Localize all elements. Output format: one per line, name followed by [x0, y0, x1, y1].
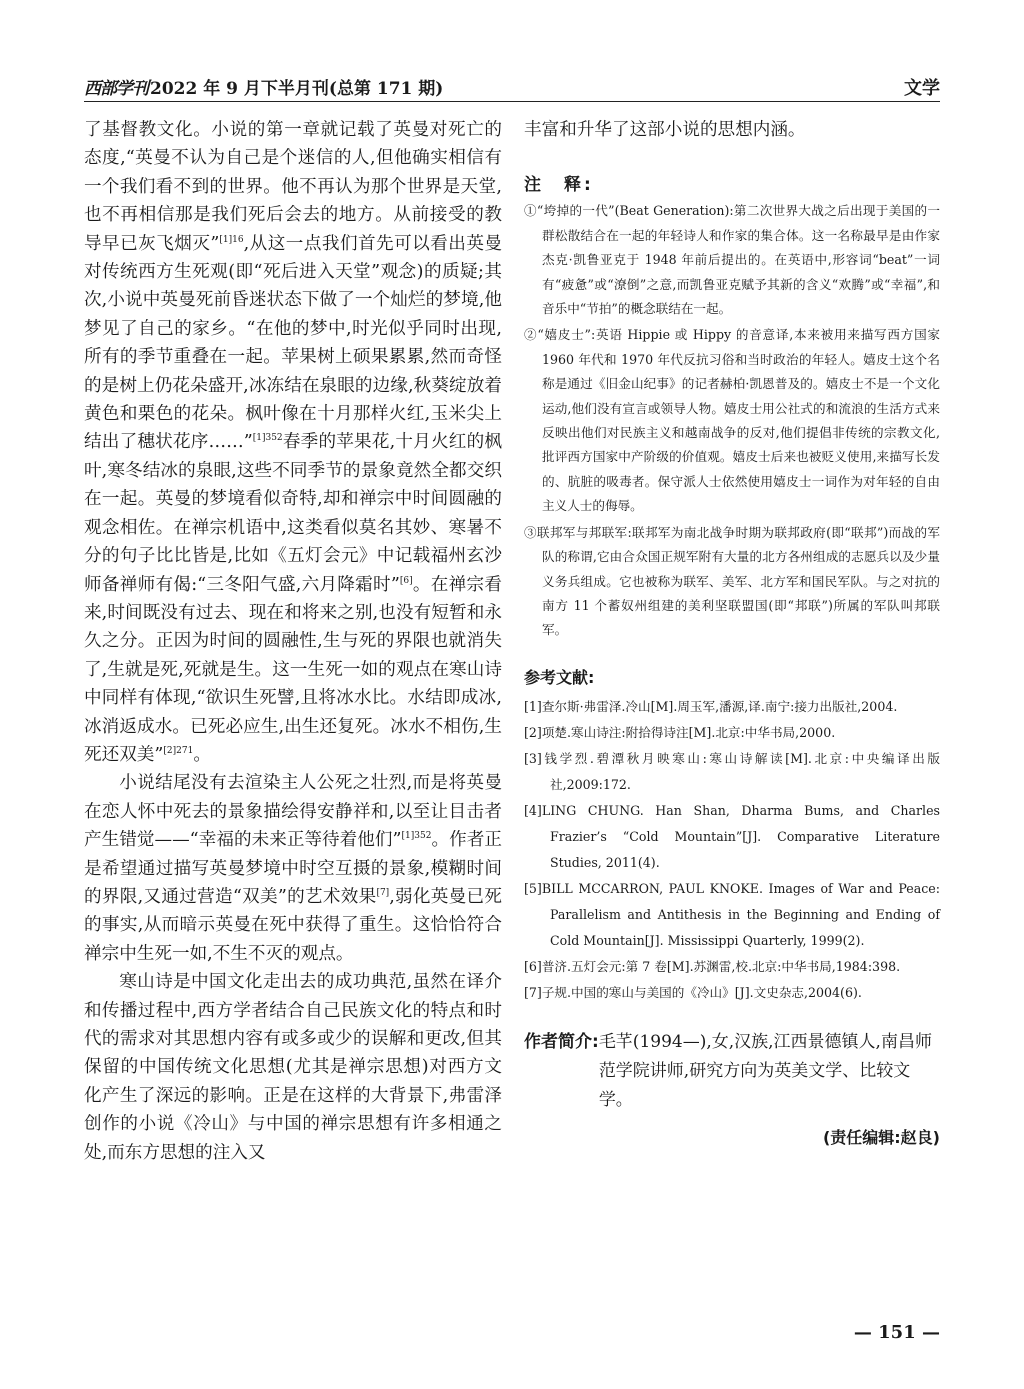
citation-superscript: [1]352 — [401, 831, 432, 842]
running-header — [84, 74, 940, 100]
header-rule — [84, 101, 940, 102]
journal-title — [84, 74, 443, 99]
note-item: ②“嬉皮士”:英语 Hippie 或 Hippy 的音意译,本来被用来描写西方国家 1960 年代和 1970 年代反抗习俗和当时政治的年轻人。嬉皮士这个名称是通过《旧金山纪事》的记者赫柏·凯恩普及的。嬉皮士不是一个文化运动,他们没有宣言或领导人物。嬉皮士用公社式的和流浪的生活方式来反映出他们对民族主义和越南战争的反对,他们提倡非传统的宗教文化,批评西方国家中产阶级的价值观。嬉皮士后来也被贬义使用,来描写长发的、肮脏的吸毒者。保守派人士依然使用嬉皮士一词作为对年轻的自由主义人士的侮辱。 — [524, 327, 940, 514]
body-paragraph-continued: 丰富和升华了这部小说的思想内涵。 — [524, 120, 806, 140]
reference-item: [7]子规.中国的寒山与美国的《冷山》[J].文史杂志,2004(6). — [524, 984, 862, 1000]
responsible-editor: (责任编辑:赵良) — [822, 1127, 940, 1147]
author-bio — [524, 1028, 940, 1115]
note-item: ③联邦军与邦联军:联邦军为南北战争时期为联邦政府(即“联邦”)而战的军队的称谓,它由合众国正规军附有大量的北方各州组成的志愿兵以及少量义务兵组成。它也被称为联军、美军、北方军和国民军队。与之对抗的南方 11 个蓄奴州组建的美利坚联盟国(即“邦联”)所属的军队叫邦联军。 — [524, 524, 940, 638]
body-paragraph: 了基督教文化。小说的第一章就记载了英曼对死亡的态度,“英曼不认为自己是个迷信的人,但他确实相信有一个我们看不到的世界。他不再认为那个世界是天堂,也不再相信那是我们死后会去的地方。从前接受的教导早已灰飞烟灭”$^{[1]16}$,从这一点我们首先可以看出英曼对传统西方生死观(即“死后进入天堂”观念)的质疑;其次,小说中英曼死前昏迷状态下做了一个灿烂的梦境,他梦见了自己的家乡。“在他的梦中,时光似乎同时出现,所有的季节重叠在一起。苹果树上硕果累累,然而奇怪的是树上仍花朵盛开,冰冻结在泉眼的边缘,秋葵绽放着黄色和栗色的花朵。枫叶像在十月那样火红,玉米尖上结出了穗状花序……”$^{[1]352}$春季的苹果花,十月火红的枫叶,寒冬结冰的泉眼,这些不同季节的景象竟然全都交织在一起。英曼的梦境看似奇特,却和禅宗中时间圆融的观念相佐。在禅宗机语中,这类看似莫名其妙、寒暑不分的句子比比皆是,比如《五灯会元》中记载福州玄沙师备禅师有偈:“三冬阳气盛,六月降霜时”[6]。在禅宗看来,时间既没有过去、现在和将来之别,也没有短暂和永久之分。正因为时间的圆融性,生与死的界限也就消失了,生就是死,死就是生。这一生死一如的观点在寒山诗中同样有体现,“欲识生死譬,且将冰水比。水结即成冰,冰消返成水。已死必应生,出生还复死。冰水不相伤,生死还双美”$^{[2]271}$。 — [84, 120, 502, 765]
page-number: — 151 — — [853, 1322, 940, 1343]
citation-superscript: [2]271 — [163, 746, 194, 757]
reference-item: [2]项楚.寒山诗注:附拾得诗注[M].北京:中华书局,2000. — [524, 724, 836, 740]
reference-item: [4]LING CHUNG. Han Shan, Dharma Bums, and Charles Frazier’s “Cold Mountain”[J]. Comparative Literature Studies, 2011(4). — [524, 802, 940, 870]
references-heading: 参考文献: — [524, 667, 595, 687]
body-paragraph: 小说结尾没有去渲染主人公死之壮烈,而是将英曼在恋人怀中死去的景象描绘得安静祥和,以至让目击者产生错觉——“幸福的未来正等待着他们”$^{[1]352}$。作者正是希望通过描写英曼梦境中时空互摄的景象,模糊时间的界限,又通过营造“双美”的艺术效果[7],弱化英曼已死的事实,从而暗示英曼在死中获得了重生。这恰恰符合禅宗中生死一如,不生不灭的观点。 — [84, 773, 502, 964]
body-paragraph: 寒山诗是中国文化走出去的成功典范,虽然在译介和传播过程中,西方学者结合自己民族文化的特点和时代的需求对其思想内容有或多或少的误解和更改,但其保留的中国传统文化思想(尤其是禅宗思想)对西方文化产生了深远的影响。正是在这样的大背景下,弗雷泽创作的小说《冷山》与中国的禅宗思想有许多相通之处,而东方思想的注入又 — [84, 972, 502, 1163]
journal-logo: 西部学刊 — [84, 79, 148, 99]
citation-superscript: [1]352 — [252, 433, 283, 444]
citation-superscript: [6] — [399, 575, 413, 586]
reference-item: [6]普济.五灯会元:第 7 卷[M].苏渊雷,校.北京:中华书局,1984:398. — [524, 958, 901, 974]
author-bio-text: 毛芊(1994—),女,汉族,江西景德镇人,南昌师范学院讲师,研究方向为英美文学、比较文学。 — [598, 1031, 932, 1110]
reference-item: [1]查尔斯·弗雷泽.冷山[M].周玉军,潘源,译.南宁:接力出版社,2004. — [524, 698, 898, 714]
references-list — [524, 694, 940, 1006]
journal-issue: 2022 年 9 月下半月刊(总第 171 期) — [150, 79, 444, 99]
citation-superscript: [1]16 — [219, 234, 244, 245]
note-item: ①“垮掉的一代”(Beat Generation):第二次世界大战之后出现于美国的一群松散结合在一起的年轻诗人和作家的集合体。这一名称最早是由作家杰克·凯鲁亚克于 1948 年前后提出的。在英语中,形容词“beat”一词有“疲惫”或“潦倒”之意,而凯鲁亚克赋予其新的含义“欢腾”或“幸福”,和音乐中“节拍”的概念联结在一起。 — [524, 203, 940, 317]
left-column — [84, 116, 502, 1167]
right-column — [524, 116, 940, 1148]
reference-item: [3]钱学烈.碧潭秋月映寒山:寒山诗解读[M].北京:中央编译出版社,2009:172. — [524, 750, 940, 792]
notes-heading: 注 释: — [524, 175, 594, 196]
notes-list — [524, 199, 940, 642]
section-label: 文学 — [904, 78, 940, 99]
citation-superscript: [7] — [376, 888, 390, 899]
author-bio-label: 作者简介: — [524, 1031, 599, 1052]
reference-item: [5]BILL MCCARRON, PAUL KNOKE. Images of War and Peace: Parallelism and Antithesis in the Beginning and Ending of Cold Mountain[J]. Mississippi Quarterly, 1999(2). — [524, 880, 940, 948]
